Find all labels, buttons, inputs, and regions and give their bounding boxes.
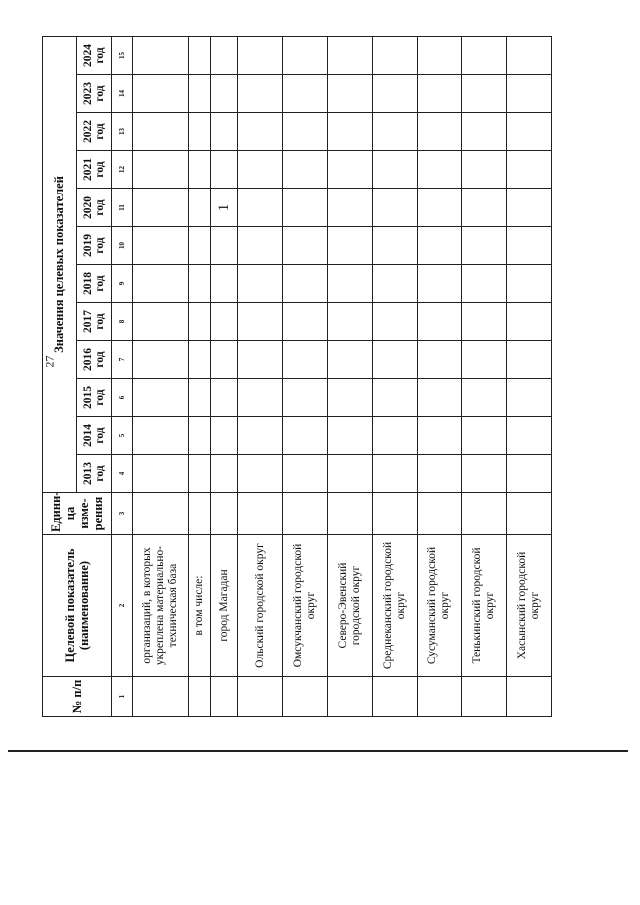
value-cell — [462, 227, 507, 265]
column-number: 4 — [112, 455, 132, 493]
header-values: Значения целевых показателей — [43, 36, 77, 492]
table-row — [507, 36, 552, 716]
page-number: 27 — [42, 355, 57, 368]
row-number-cell — [238, 677, 283, 717]
value-cell — [417, 379, 462, 417]
column-number: 3 — [112, 493, 132, 535]
value-cell — [462, 189, 507, 227]
value-cell — [238, 265, 283, 303]
value-cell — [238, 36, 283, 74]
indicator-table-container — [42, 37, 552, 717]
value-cell — [283, 303, 328, 341]
column-number: 6 — [112, 379, 132, 417]
value-cell — [238, 151, 283, 189]
value-cell — [188, 379, 210, 417]
value-cell — [132, 341, 188, 379]
row-number-cell — [462, 677, 507, 717]
value-cell — [417, 151, 462, 189]
table-body — [43, 36, 552, 716]
column-number: 9 — [112, 265, 132, 303]
row-name-cell: в том числе: — [188, 535, 210, 677]
value-cell — [372, 265, 417, 303]
value-cell — [328, 151, 373, 189]
column-number: 12 — [112, 151, 132, 189]
value-cell — [462, 75, 507, 113]
value-cell — [417, 75, 462, 113]
value-cell — [328, 227, 373, 265]
value-cell — [507, 151, 552, 189]
value-cell — [328, 303, 373, 341]
table-row — [238, 36, 283, 716]
value-cell — [210, 265, 237, 303]
value-cell — [283, 36, 328, 74]
column-number: 11 — [112, 189, 132, 227]
row-unit-cell — [210, 493, 237, 535]
value-cell: 1 — [210, 189, 237, 227]
header-name: Целевой показатель (наименование) — [43, 535, 112, 677]
value-cell — [283, 151, 328, 189]
row-name-cell: город Магадан — [210, 535, 237, 677]
value-cell — [417, 455, 462, 493]
column-number: 8 — [112, 303, 132, 341]
value-cell — [283, 455, 328, 493]
row-unit-cell — [132, 493, 188, 535]
table-row — [210, 36, 237, 716]
value-cell — [417, 36, 462, 74]
value-cell — [188, 417, 210, 455]
value-cell — [372, 341, 417, 379]
table-row — [188, 36, 210, 716]
value-cell — [328, 189, 373, 227]
value-cell — [417, 113, 462, 151]
bottom-rule — [8, 750, 628, 752]
column-number: 2 — [112, 535, 132, 677]
value-cell — [132, 303, 188, 341]
row-name-cell: Омсукчанский городской округ — [283, 535, 328, 677]
row-unit-cell — [328, 493, 373, 535]
row-unit-cell — [462, 493, 507, 535]
value-cell — [372, 151, 417, 189]
value-cell — [372, 189, 417, 227]
value-cell — [132, 227, 188, 265]
value-cell — [210, 151, 237, 189]
value-cell — [328, 75, 373, 113]
row-unit-cell — [188, 493, 210, 535]
value-cell — [328, 36, 373, 74]
value-cell — [238, 189, 283, 227]
value-cell — [507, 75, 552, 113]
value-cell — [328, 417, 373, 455]
value-cell — [238, 227, 283, 265]
header-year: 2013 год — [76, 455, 112, 493]
value-cell — [238, 75, 283, 113]
value-cell — [462, 341, 507, 379]
value-cell — [283, 265, 328, 303]
value-cell — [283, 113, 328, 151]
header-year: 2019 год — [76, 227, 112, 265]
value-cell — [417, 303, 462, 341]
row-number-cell — [132, 677, 188, 717]
value-cell — [238, 303, 283, 341]
value-cell — [507, 36, 552, 74]
header-year: 2018 год — [76, 265, 112, 303]
row-number-cell — [188, 677, 210, 717]
column-number: 7 — [112, 341, 132, 379]
value-cell — [238, 455, 283, 493]
value-cell — [328, 455, 373, 493]
value-cell — [507, 417, 552, 455]
row-name-cell: организаций, в которых укреплена материально-техническая база — [132, 535, 188, 677]
header-year: 2020 год — [76, 189, 112, 227]
value-cell — [462, 417, 507, 455]
header-year: 2021 год — [76, 151, 112, 189]
value-cell — [462, 151, 507, 189]
value-cell — [462, 265, 507, 303]
value-cell — [132, 455, 188, 493]
row-number-cell — [328, 677, 373, 717]
value-cell — [210, 227, 237, 265]
row-name-cell: Тенькинский городской округ — [462, 535, 507, 677]
header-year: 2022 год — [76, 113, 112, 151]
value-cell — [372, 113, 417, 151]
indicator-table — [42, 36, 552, 717]
value-cell — [417, 265, 462, 303]
column-numbers-row — [112, 36, 132, 716]
value-cell — [210, 341, 237, 379]
header-year: 2017 год — [76, 303, 112, 341]
value-cell — [328, 379, 373, 417]
value-cell — [238, 379, 283, 417]
column-number: 15 — [112, 36, 132, 74]
table-row — [462, 36, 507, 716]
value-cell — [188, 455, 210, 493]
value-cell — [238, 341, 283, 379]
value-cell — [188, 36, 210, 74]
value-cell — [210, 36, 237, 74]
value-cell — [283, 417, 328, 455]
table-row — [328, 36, 373, 716]
value-cell — [507, 227, 552, 265]
column-number: 14 — [112, 75, 132, 113]
value-cell — [283, 75, 328, 113]
column-number: 13 — [112, 113, 132, 151]
row-name-cell: Ольский городской округ — [238, 535, 283, 677]
value-cell — [507, 341, 552, 379]
header-year: 2014 год — [76, 417, 112, 455]
value-cell — [238, 417, 283, 455]
value-cell — [132, 417, 188, 455]
value-cell — [188, 227, 210, 265]
value-cell — [417, 341, 462, 379]
value-cell — [372, 36, 417, 74]
row-name-cell: Северо-Эвенский городской округ — [328, 535, 373, 677]
column-number: 1 — [112, 677, 132, 717]
table-row — [283, 36, 328, 716]
value-cell — [372, 227, 417, 265]
value-cell — [507, 113, 552, 151]
value-cell — [417, 227, 462, 265]
value-cell — [188, 303, 210, 341]
value-cell — [462, 379, 507, 417]
value-cell — [372, 417, 417, 455]
value-cell — [507, 265, 552, 303]
value-cell — [462, 36, 507, 74]
header-year: 2024 год — [76, 36, 112, 74]
value-cell — [188, 113, 210, 151]
value-cell — [462, 113, 507, 151]
row-unit-cell — [238, 493, 283, 535]
header-year: 2016 год — [76, 341, 112, 379]
row-unit-cell — [283, 493, 328, 535]
value-cell — [328, 341, 373, 379]
value-cell — [132, 151, 188, 189]
value-cell — [507, 455, 552, 493]
column-number: 10 — [112, 227, 132, 265]
value-cell — [210, 455, 237, 493]
value-cell — [210, 417, 237, 455]
value-cell — [188, 341, 210, 379]
table-row — [132, 36, 188, 716]
value-cell — [132, 265, 188, 303]
row-unit-cell — [372, 493, 417, 535]
value-cell — [372, 75, 417, 113]
value-cell — [417, 417, 462, 455]
value-cell — [210, 75, 237, 113]
value-cell — [188, 265, 210, 303]
row-number-cell — [283, 677, 328, 717]
row-unit-cell — [417, 493, 462, 535]
value-cell — [372, 455, 417, 493]
row-name-cell: Сусуманский городской округ — [417, 535, 462, 677]
value-cell — [283, 379, 328, 417]
value-cell — [372, 379, 417, 417]
value-cell — [210, 379, 237, 417]
row-name-cell: Среднеканский городской округ — [372, 535, 417, 677]
table-row — [372, 36, 417, 716]
header-year: 2015 год — [76, 379, 112, 417]
value-cell — [188, 151, 210, 189]
row-name-cell: Хасынский городской округ — [507, 535, 552, 677]
value-cell — [283, 189, 328, 227]
header-unit: Едини- ца изме- рения — [43, 493, 112, 535]
row-number-cell — [417, 677, 462, 717]
value-cell — [372, 303, 417, 341]
value-cell — [132, 379, 188, 417]
value-cell — [328, 265, 373, 303]
value-cell — [238, 113, 283, 151]
row-unit-cell — [507, 493, 552, 535]
row-number-cell — [372, 677, 417, 717]
table-row — [417, 36, 462, 716]
value-cell — [507, 379, 552, 417]
column-number: 5 — [112, 417, 132, 455]
value-cell — [417, 189, 462, 227]
value-cell — [188, 75, 210, 113]
value-cell — [462, 455, 507, 493]
value-cell — [132, 36, 188, 74]
value-cell — [462, 303, 507, 341]
value-cell — [132, 189, 188, 227]
row-number-cell — [507, 677, 552, 717]
value-cell — [328, 113, 373, 151]
value-cell — [507, 189, 552, 227]
value-cell — [507, 303, 552, 341]
row-number-cell — [210, 677, 237, 717]
value-cell — [210, 303, 237, 341]
value-cell — [132, 113, 188, 151]
value-cell — [188, 189, 210, 227]
value-cell — [210, 113, 237, 151]
header-year: 2023 год — [76, 75, 112, 113]
header-num: № п/п — [43, 677, 112, 717]
value-cell — [283, 227, 328, 265]
value-cell — [283, 341, 328, 379]
value-cell — [132, 75, 188, 113]
